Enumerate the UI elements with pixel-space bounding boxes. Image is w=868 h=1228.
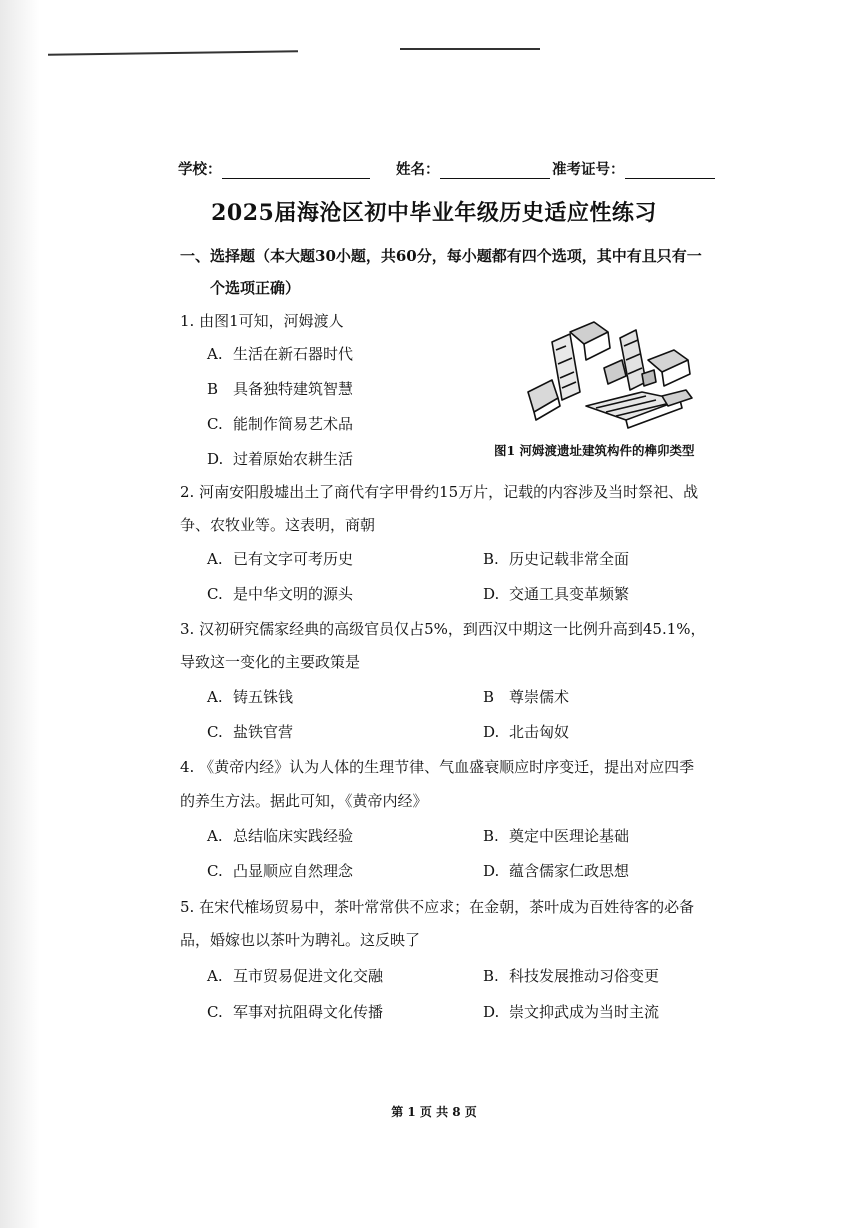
question-1-stem: 1. 由图1可知，河姆渡人 — [180, 312, 344, 330]
section-heading: 一、选择题（本大题30小题，共60分，每小题都有四个选项，其中有且只有一 — [180, 247, 702, 265]
option-key: D. — [483, 1003, 500, 1021]
question-1-option-a[interactable] — [207, 343, 353, 364]
option-key: D. — [483, 585, 500, 603]
option-key: B — [207, 380, 219, 398]
question-4-stem-line1: 4. 《黄帝内经》认为人体的生理节律、气血盛衰顺应时序变迁，提出对应四季 — [180, 758, 695, 776]
option-key: A. — [207, 688, 223, 706]
option-text: 互市贸易促进文化交融 — [233, 967, 384, 985]
option-key: C. — [207, 723, 223, 741]
question-1-option-d[interactable] — [207, 448, 353, 469]
page-title: 2025届海沧区初中毕业年级历史适应性练习 — [211, 200, 657, 226]
name-field — [396, 158, 550, 179]
option-key: A. — [207, 827, 223, 845]
scan-edge-shade — [0, 0, 40, 1228]
question-5-option-d[interactable] — [483, 1001, 659, 1022]
question-4-option-c[interactable] — [207, 860, 353, 881]
question-1-option-c[interactable] — [207, 413, 353, 434]
question-2-option-c[interactable] — [207, 583, 353, 604]
option-text: 是中华文明的源头 — [233, 585, 354, 603]
question-3-option-b[interactable] — [483, 686, 569, 707]
option-text: 过着原始农耕生活 — [233, 450, 354, 468]
question-2-stem-line2: 争、农牧业等。这表明，商朝 — [180, 516, 376, 534]
option-key: B. — [483, 827, 499, 845]
option-text: 蕴含儒家仁政思想 — [509, 862, 630, 880]
option-key: C. — [207, 415, 223, 433]
section-heading-cont: 个选项正确） — [210, 279, 301, 297]
option-text: 奠定中医理论基础 — [509, 827, 630, 845]
mortise-tenon-figure — [522, 320, 702, 430]
question-4-option-d[interactable] — [483, 860, 629, 881]
school-field — [178, 158, 370, 179]
option-key: D. — [207, 450, 224, 468]
question-4-stem-line2: 的养生方法。据此可知，《黄帝内经》 — [180, 792, 428, 810]
student-info-row — [178, 158, 723, 180]
option-text: 军事对抗阻碍文化传播 — [233, 1003, 384, 1021]
question-2-stem-line1: 2. 河南安阳殷墟出土了商代有字甲骨约15万片，记载的内容涉及当时祭祀、战 — [180, 483, 699, 501]
question-3-option-d[interactable] — [483, 721, 569, 742]
question-5-stem-line2: 品，婚嫁也以茶叶为聘礼。这反映了 — [180, 931, 421, 949]
question-5-stem-line1: 5. 在宋代榷场贸易中，茶叶常常供不应求；在金朝，茶叶成为百姓待客的必备 — [180, 898, 695, 916]
option-text: 交通工具变革频繁 — [509, 585, 630, 603]
option-text: 科技发展推动习俗变更 — [509, 967, 660, 985]
option-text: 尊崇儒术 — [509, 688, 570, 706]
option-key: A. — [207, 967, 223, 985]
question-2-option-a[interactable] — [207, 548, 353, 569]
scan-artifact-line — [400, 48, 540, 50]
option-text: 凸显顺应自然理念 — [233, 862, 354, 880]
question-1-option-b[interactable] — [207, 378, 353, 399]
page-number: 第 1 页 共 8 页 — [391, 1105, 477, 1119]
option-key: B — [483, 688, 495, 706]
question-4-option-a[interactable] — [207, 825, 353, 846]
option-key: D. — [483, 862, 500, 880]
option-key: B. — [483, 550, 499, 568]
option-key: C. — [207, 585, 223, 603]
school-blank[interactable] — [222, 162, 370, 179]
figure-caption: 图1 河姆渡遗址建筑构件的榫卯类型 — [494, 443, 695, 458]
question-3-stem-line2: 导致这一变化的主要政策是 — [180, 653, 361, 671]
exam-number-blank[interactable] — [625, 162, 715, 179]
question-3-option-a[interactable] — [207, 686, 293, 707]
question-5-option-a[interactable] — [207, 965, 383, 986]
option-text: 北击匈奴 — [509, 723, 570, 741]
name-label: 姓名： — [396, 161, 440, 178]
option-key: A. — [207, 550, 223, 568]
option-text: 铸五铢钱 — [233, 688, 294, 706]
option-text: 总结临床实践经验 — [233, 827, 354, 845]
option-key: B. — [483, 967, 499, 985]
option-text: 能制作简易艺术品 — [233, 415, 354, 433]
option-text: 已有文字可考历史 — [233, 550, 354, 568]
question-5-option-c[interactable] — [207, 1001, 383, 1022]
school-label: 学校： — [178, 161, 222, 178]
scan-artifact-line — [48, 50, 298, 55]
option-text: 生活在新石器时代 — [233, 345, 354, 363]
question-3-option-c[interactable] — [207, 721, 293, 742]
exam-number-label: 准考证号： — [552, 161, 625, 178]
exam-number-field — [552, 158, 715, 179]
question-2-option-d[interactable] — [483, 583, 629, 604]
option-key: A. — [207, 345, 223, 363]
option-text: 具备独特建筑智慧 — [233, 380, 354, 398]
option-text: 盐铁官营 — [233, 723, 294, 741]
question-2-option-b[interactable] — [483, 548, 629, 569]
question-3-stem-line1: 3. 汉初研究儒家经典的高级官员仅占5%，到西汉中期这一比例升高到45.1%， — [180, 620, 706, 638]
option-text: 崇文抑武成为当时主流 — [509, 1003, 660, 1021]
option-text: 历史记载非常全面 — [509, 550, 630, 568]
question-5-option-b[interactable] — [483, 965, 659, 986]
question-4-option-b[interactable] — [483, 825, 629, 846]
name-blank[interactable] — [440, 162, 550, 179]
option-key: C. — [207, 1003, 223, 1021]
option-key: C. — [207, 862, 223, 880]
option-key: D. — [483, 723, 500, 741]
